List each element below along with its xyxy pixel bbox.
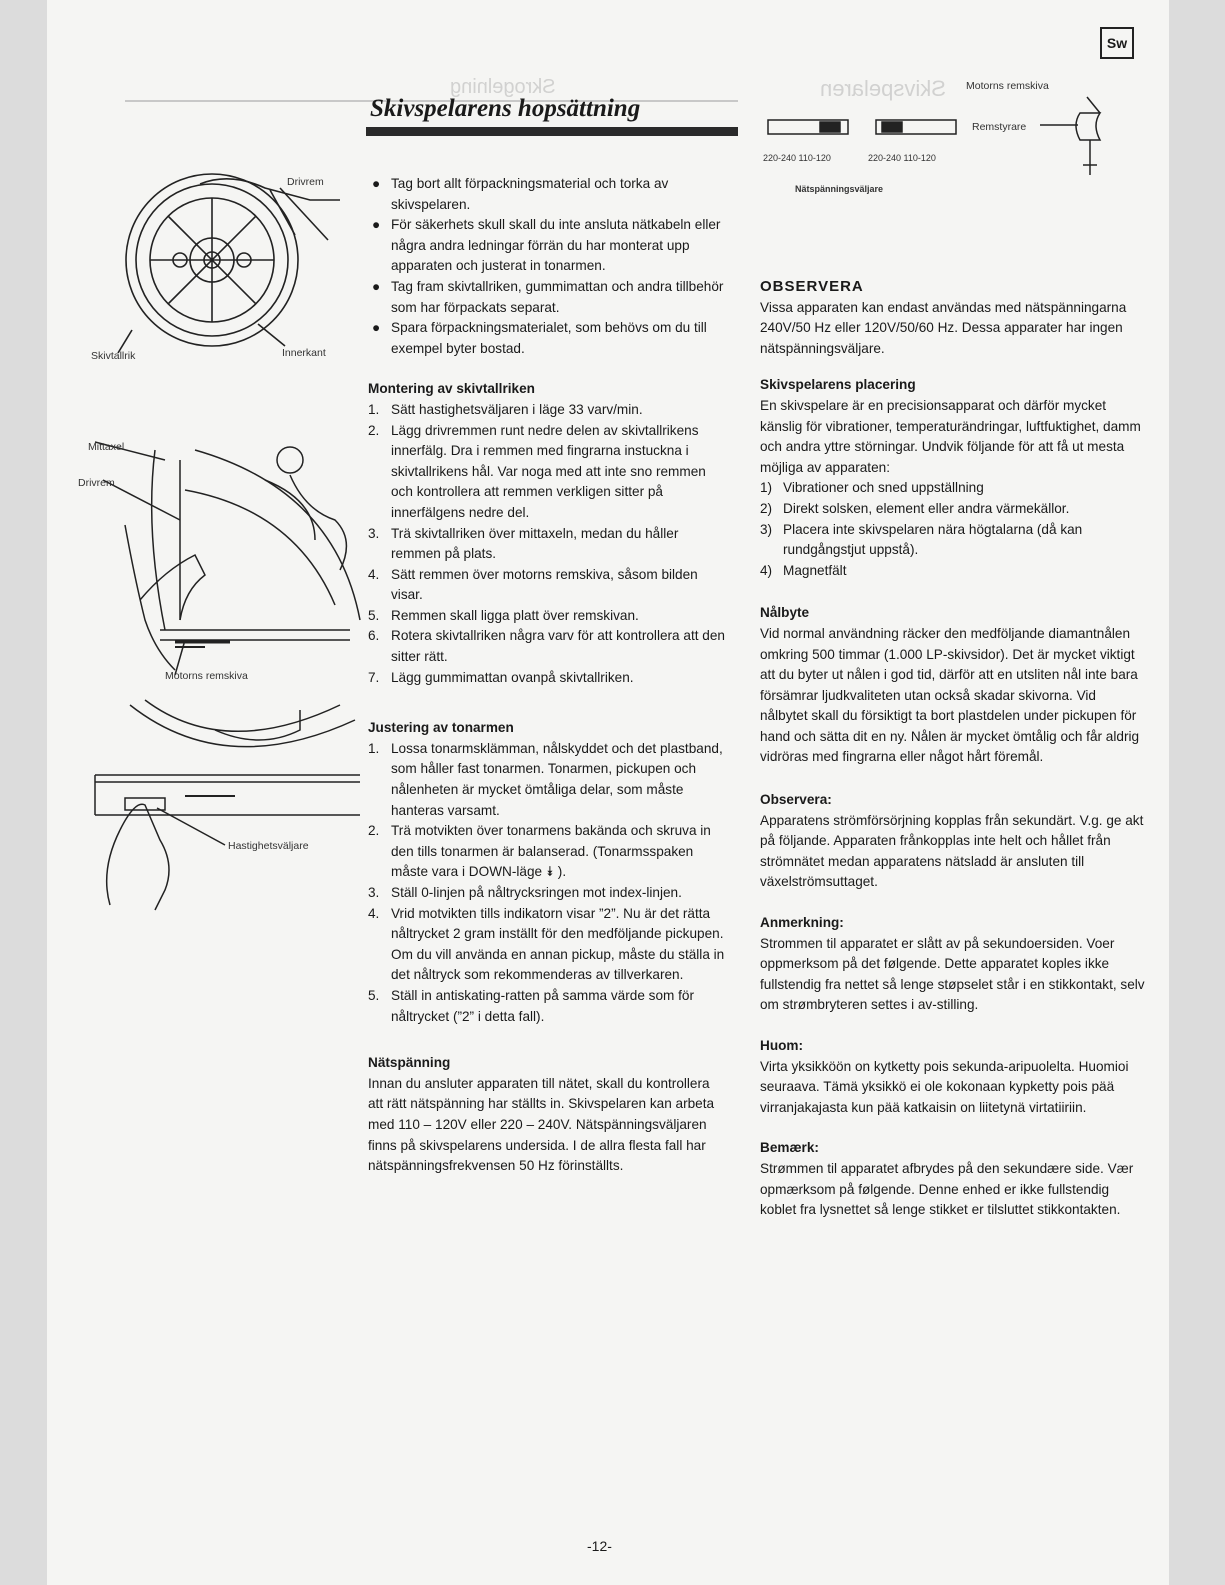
list-item: ● För säkerhets skull skall du inte ansluta nätkabeln eller några andra ledningar förrän du har monterat upp apparaten och justerat in tonarmen. <box>372 217 721 274</box>
title-bar <box>366 127 738 136</box>
language-badge: Sw <box>1100 27 1134 59</box>
note-text: Virta yksikköön on kytketty pois sekunda-aripuolelta. Huomioi seuraava. Tämä yksikkö ei ole kokonaan kypketty pois pää virranjakajasta kun pää katkaisin on liitetynä virtatiiriin. <box>760 1058 1129 1115</box>
note-text: Strømmen til apparatet afbrydes på den sekundære side. Vær opmærksom på følgende. Denne enhed er ikke fullstendig koblet fra lysnettet så lenge stikket er tilsluttet stikkontakten. <box>760 1160 1134 1218</box>
inner-rim-label: Innerkant <box>282 347 326 359</box>
observera-heading: OBSERVERA <box>760 278 864 295</box>
bleed-through-heading-mid: Skrogelning <box>450 76 556 98</box>
note-heading: Anmerkning: <box>760 915 844 931</box>
list-item: 3. Trä skivtallriken över mittaxeln, medan du håller remmen på plats. <box>368 525 679 562</box>
list-item: ● Spara förpackningsmaterialet, som behövs om du till exempel byter bostad. <box>372 320 707 356</box>
list-item: 7. Lägg gummimattan ovanpå skivtallriken. <box>368 669 634 685</box>
voltage-range-right: 220-240 110-120 <box>868 153 936 163</box>
needle-heading: Nålbyte <box>760 605 810 621</box>
belt-guide-label: Remstyrare <box>972 121 1027 133</box>
voltage-selector-diagram <box>760 95 1110 185</box>
list-item: 1. Lossa tonarmsklämman, nålskyddet och det plastband, som håller fast tonarmen. Tonarmen, pickupen och nålenheten är mycket ömtåliga delar, som måste hanteras varsamt. <box>368 740 723 818</box>
list-item: ● Tag fram skivtallriken, gummimattan och andra tillbehör som har förpackats separat. <box>372 278 724 315</box>
right-column <box>760 277 1145 1221</box>
drive-belt-label-top: Drivrem <box>287 176 324 188</box>
belt-assembly-diagram <box>85 430 365 685</box>
bleed-through-heading-left: Skivspelaren <box>820 76 946 101</box>
mounting-heading: Montering av skivtallriken <box>368 381 535 397</box>
mains-text: Innan du ansluter apparaten till nätet, skall du kontrollera att rätt nätspänning har ställts in. Skivspelaren kan arbeta med 110 – 120V eller 220 – 240V. Nätspänningsväljaren finns på skivspelarens undersida. I de allra flesta fall har nätspänningsfrekvensen 50 Hz förinställts. <box>368 1075 715 1174</box>
center-spindle-label: Mittaxel <box>88 441 125 453</box>
page-title: Skivspelarens hopsättning <box>370 95 641 122</box>
list-item: 5. Ställ in antiskating-ratten på samma värde som för nåltrycket (”2” i detta fall). <box>368 987 694 1024</box>
mounting-steps <box>368 400 728 688</box>
speed-selector-label: Hastighetsväljare <box>228 840 309 852</box>
note-heading: Observera: <box>760 792 832 808</box>
intro-list <box>368 174 728 359</box>
mains-heading: Nätspänning <box>368 1055 451 1071</box>
motor-pulley-label-voltage: Motorns remskiva <box>966 80 1049 92</box>
note-text: Strommen til apparatet er slått av på sekundoersiden. Voer oppmerksom på det følgende. Dette apparatet koples ikke fullstendig fra nettet så lenge støpselet står i en stikkontakt, selv om strømbryteren settes i av-stilling. <box>760 935 1145 1013</box>
needle-text: Vid normal användning räcker den medföljande diamantnålen omkring 500 timmar (1.000 LP-skivsidor). Det är mycket viktigt att du byter ut nålen i god tid, därför att en utsliten nål inte bara försämrar ljudkvaliteten utan också skadar skivorna. Vid nålbytet skall du försiktigt ta bort plastdelen under pickupen för hand och sätta dit en ny. Nålen är mycket ömtålig och får aldrig vidröras med fingrarna eller något hårt föremål. <box>760 625 1140 765</box>
observera-text: Vissa apparaten kan endast användas med nätspänningarna 240V/50 Hz eller 120V/50/60 Hz. Dessa apparater har ingen nätspänningsväljare. <box>760 299 1127 356</box>
voltage-range-left: 220-240 110-120 <box>763 153 831 163</box>
platter-label: Skivtallrik <box>91 350 136 362</box>
placement-list <box>760 478 1145 581</box>
motor-pulley-label-hand: Motorns remskiva <box>165 670 248 682</box>
list-item: 4. Vrid motvikten tills indikatorn visar ”2”. Nu är det rätta nåltrycket 2 gram inställt för den medföljande pickupen. Om du vill använda en annan pickup, måste du ställa in det nåltryck som rekommenderas av tillverkaren. <box>368 905 725 983</box>
list-item: 3) Placera inte skivspelaren nära högtalarna (då kan rundgångstjut uppstå). <box>760 521 1083 558</box>
list-item: 3. Ställ 0-linjen på nåltrycksringen mot index-linjen. <box>368 885 682 900</box>
list-item: 4. Sätt remmen över motorns remskiva, såsom bilden visar. <box>368 566 698 603</box>
list-item: 6. Rotera skivtallriken några varv för att kontrollera att den sitter rätt. <box>368 628 725 665</box>
list-item: 5. Remmen skall ligga platt över remskivan. <box>368 607 639 623</box>
voltage-selector-caption: Nätspänningsväljare <box>795 184 884 194</box>
speed-selector-diagram <box>85 690 365 920</box>
placement-heading: Skivspelarens placering <box>760 377 916 393</box>
list-item: 4) Magnetfält <box>760 562 847 578</box>
placement-text: En skivspelare är en precisionsapparat och därför mycket känslig för vibrationer, temperaturändringar, luftfuktighet, damm och andra yttre störningar. Undvik följande för att få ut mesta möjliga av apparaten: <box>760 397 1141 475</box>
list-item: 1. Sätt hastighetsväljaren i läge 33 varv/min. <box>368 401 643 417</box>
middle-column <box>368 174 728 1177</box>
note-heading: Huom: <box>760 1038 804 1053</box>
list-item: 2. Lägg drivremmen runt nedre delen av skivtallrikens innerfälg. Dra i remmen med fingrarna instuckna i skivtallrikens hål. Var noga med att inte sno remmen och kontrollera att remmen verkligen sitter på innerfälgens nedre del. <box>368 422 706 520</box>
page-number: -12- <box>587 1538 612 1554</box>
tonearm-steps <box>368 739 728 1027</box>
note-heading: Bemærk: <box>760 1140 819 1156</box>
drive-belt-label-hand: Drivrem <box>78 477 115 489</box>
tonearm-heading: Justering av tonarmen <box>368 720 514 736</box>
note-text: Apparatens strömförsörjning kopplas från sekundärt. V.g. ge akt på följande. Apparaten frånkopplas inte helt och hållet från strömnätet medan apparatens nätsladd är ansluten till växelströmsuttaget. <box>760 812 1144 890</box>
list-item: 2) Direkt solsken, element eller andra värmekällor. <box>760 500 1070 516</box>
turntable-diagram <box>80 160 370 375</box>
list-item: 1) Vibrationer och sned uppställning <box>760 480 984 496</box>
list-item: 2. Trä motvikten över tonarmens bakända och skruva in den tills tonarmen är balanserad. (Tonarmsspaken måste vara i DOWN-läge ⯯ ). <box>368 823 711 880</box>
list-item: ● Tag bort allt förpackningsmaterial och torka av skivspelaren. <box>372 176 669 212</box>
